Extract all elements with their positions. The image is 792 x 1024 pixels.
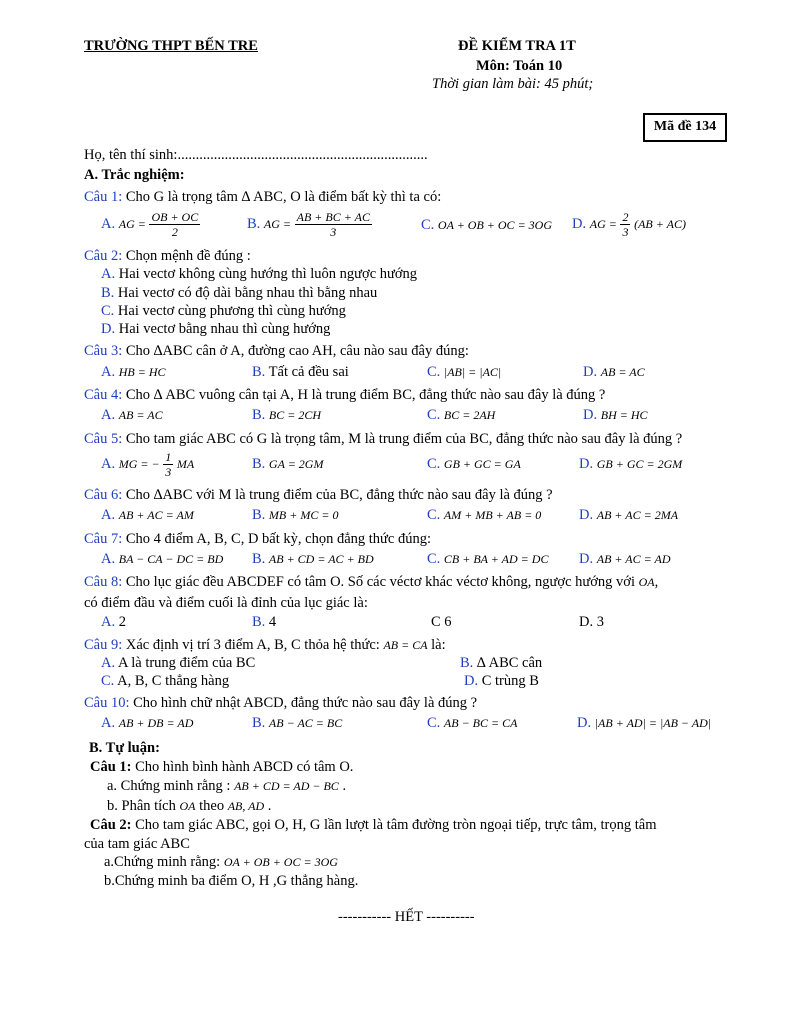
q3-option-d: D. AB = AC xyxy=(583,364,645,380)
q1-option-a: A. AG = $\frac{OB + OC}{2}$ xyxy=(101,210,199,240)
q10-option-a: A. AB + DB = AD xyxy=(101,715,194,731)
q1-option-b: B. AG = $\frac{AB + BC + AC}{3}$ xyxy=(247,210,370,240)
q8-option-b: B. 4 xyxy=(252,614,277,630)
question-7: Câu 7: Cho 4 điểm A, B, C, D bất kỳ, chọn đẳng thức đúng: xyxy=(84,531,431,547)
question-text: Cho G là trọng tâm ∆ ABC, O là điểm bất kỳ thì ta có: xyxy=(125,189,442,205)
q6-option-d: D. AB + AC = 2MA xyxy=(579,507,679,523)
q1-option-c: C. OA + OB + OC = 3OG xyxy=(421,217,552,233)
question-6: Câu 6: Cho ∆ABC với M là trung điểm của BC, đẳng thức nào sau đây là đúng ? xyxy=(84,487,553,503)
question-label: Câu 1: xyxy=(84,189,123,205)
question-10: Câu 10: Cho hình chữ nhật ABCD, đẳng thức nào sau đây là đúng ? xyxy=(84,695,478,711)
section-a-title: A. Trắc nghiệm: xyxy=(84,167,185,183)
fraction: $\frac{AB + BC + AC}{3}$ xyxy=(296,210,370,240)
q5-option-b: B. GA = 2GM xyxy=(252,456,324,472)
duration: Thời gian làm bài: 45 phút; xyxy=(432,76,594,92)
q3-option-b: B. Tất cả đều sai xyxy=(252,364,349,380)
q8-option-a: A. 2 xyxy=(101,614,126,630)
q2-option-c: C. Hai vectơ cùng phương thì cùng hướng xyxy=(101,303,346,319)
q2-option-a: A. Hai vectơ không cùng hướng thì luôn ngược hướng xyxy=(101,266,418,282)
q6-option-b: B. MB + MC = 0 xyxy=(252,507,339,523)
question-5: Câu 5: Cho tam giác ABC có G là trọng tâm, M là trung điểm của BC, đẳng thức nào sau đây là đúng ? xyxy=(84,431,683,447)
essay-question-1: Câu 1: Cho hình bình hành ABCD có tâm O. xyxy=(90,759,354,775)
essay-q1-part-b: b. Phân tích OA theo AB, AD . xyxy=(107,798,272,814)
q4-option-b: B. BC = 2CH xyxy=(252,407,322,423)
question-8-line2: có điểm đầu và điểm cuối là đỉnh của lục giác là: xyxy=(84,595,368,611)
q9-option-d: D. C trùng B xyxy=(464,673,539,689)
essay-q1-part-a: a. Chứng minh rằng : AB + CD = AD − BC . xyxy=(107,778,347,794)
question-3: Câu 3: Cho ∆ABC cân ở A, đường cao AH, câu nào sau đây đúng: xyxy=(84,343,469,359)
q10-option-b: B. AB − AC = BC xyxy=(252,715,343,731)
q4-option-a: A. AB = AC xyxy=(101,407,163,423)
school-name: TRƯỜNG THPT BẾN TRE xyxy=(84,38,258,54)
q7-option-a: A. BA − CA − DC = BD xyxy=(101,551,224,567)
essay-q2-part-a: a.Chứng minh rằng: OA + OB + OC = 3OG xyxy=(104,854,338,870)
essay-q2-part-b: b.Chứng minh ba điểm O, H ,G thẳng hàng. xyxy=(104,873,359,889)
essay-question-2: Câu 2: Cho tam giác ABC, gọi O, H, G lần lượt là tâm đường tròn ngoại tiếp, trực tâm, trọng tâm xyxy=(90,817,657,833)
student-name-line: Họ, tên thí sinh:..................................................................... xyxy=(84,147,428,163)
q5-option-c: C. GB + GC = GA xyxy=(427,456,521,472)
q9-option-a: A. A là trung điểm của BC xyxy=(101,655,256,671)
subject: Môn: Toán 10 xyxy=(476,58,563,74)
q3-option-c: C. |AB| = |AC| xyxy=(427,364,502,380)
q10-option-c: C. AB − BC = CA xyxy=(427,715,518,731)
q8-option-d: D. 3 xyxy=(579,614,604,630)
q2-option-d: D. Hai vectơ bằng nhau thì cùng hướng xyxy=(101,321,331,337)
question-2: Câu 2: Chọn mệnh đề đúng : xyxy=(84,248,251,264)
q6-option-a: A. AB + AC = AM xyxy=(101,507,194,523)
section-b-title: B. Tự luận: xyxy=(89,740,160,756)
q9-option-b: B. ∆ ABC cân xyxy=(460,655,543,671)
q9-option-c: C. A, B, C thẳng hàng xyxy=(101,673,230,689)
fraction: $\frac{2}{3}$ xyxy=(622,210,629,240)
q4-option-c: C. BC = 2AH xyxy=(427,407,496,423)
question-9: Câu 9: Xác định vị trí 3 điểm A, B, C thỏa hệ thức: AB = CA là: xyxy=(84,637,446,653)
q8-option-c: C 6 xyxy=(431,614,452,630)
exam-code-box: Mã đề 134 xyxy=(643,113,727,142)
q7-option-b: B. AB + CD = AC + BD xyxy=(252,551,374,567)
q10-option-d: D. |AB + AD| = |AB − AD| xyxy=(577,715,712,731)
q6-option-c: C. AM + MB + AB = 0 xyxy=(427,507,542,523)
q4-option-d: D. BH = HC xyxy=(583,407,648,423)
question-1 xyxy=(84,189,441,206)
footer-end: ----------- HẾT ---------- xyxy=(338,909,475,925)
q5-option-a: A. MG = − $\frac{1}{3}$ MA xyxy=(101,450,195,480)
q3-option-a: A. HB = HC xyxy=(101,364,166,380)
exam-title: ĐỀ KIỂM TRA 1T xyxy=(458,38,576,54)
q7-option-d: D. AB + AC = AD xyxy=(579,551,671,567)
fraction: $\frac{OB + OC}{2}$ xyxy=(151,210,199,240)
q1-option-d: D. AG = $\frac{2}{3}$ (AB + AC) xyxy=(572,210,686,240)
question-8: Câu 8: Cho lục giác đều ABCDEF có tâm O. Số các véctơ khác véctơ không, ngược hướng với OA, xyxy=(84,574,659,590)
q5-option-d: D. GB + GC = 2GM xyxy=(579,456,683,472)
essay-question-2-line2: của tam giác ABC xyxy=(84,836,190,852)
question-4: Câu 4: Cho ∆ ABC vuông cân tại A, H là trung điểm BC, đẳng thức nào sau đây là đúng ? xyxy=(84,387,606,403)
q2-option-b: B. Hai vectơ có độ dài bằng nhau thì bằng nhau xyxy=(101,285,378,301)
q7-option-c: C. CB + BA + AD = DC xyxy=(427,551,549,567)
fraction: $\frac{1}{3}$ xyxy=(165,450,172,480)
